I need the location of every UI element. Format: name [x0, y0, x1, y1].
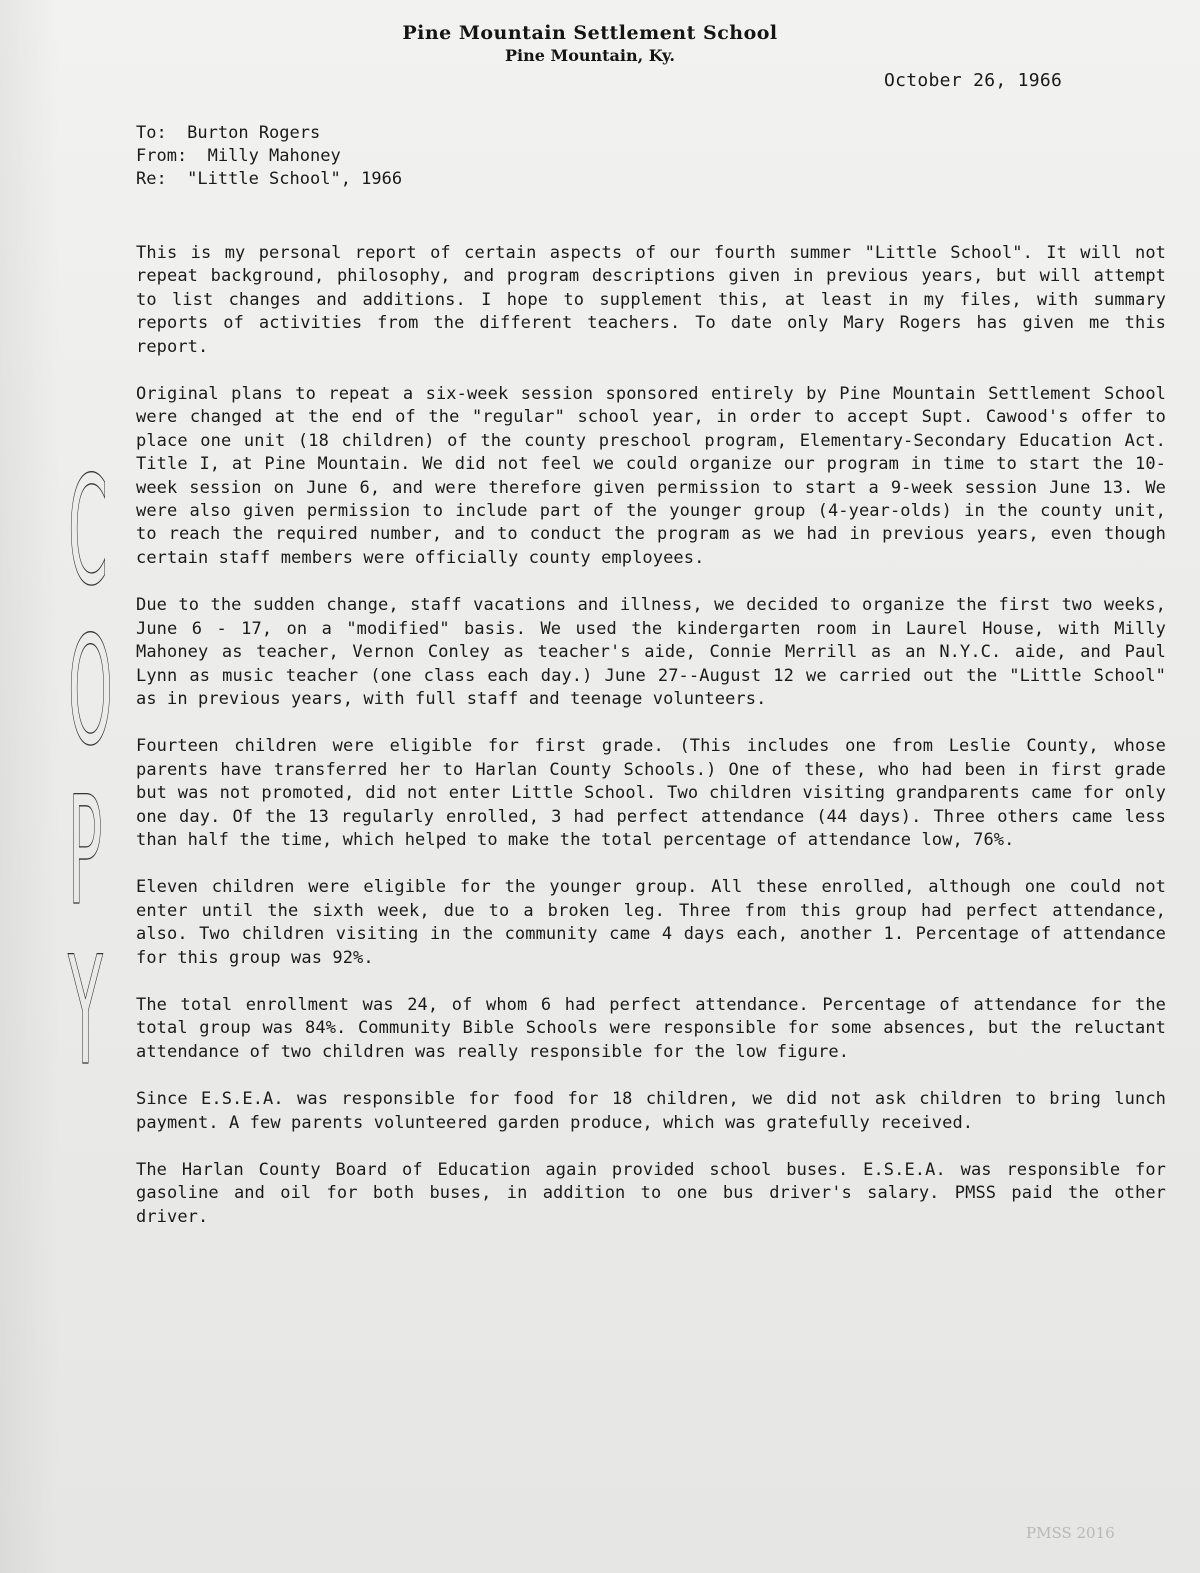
paragraph-first-grade: Fourteen children were eligible for first grade. (This includes one from Leslie County, whose parents have transferred her to Harlan County Schools.) One of these, who had been in first grade but was not promoted, did not enter Little School. Two children visiting grandparents came for only one day. Of the 13 regularly enrolled, 3 had perfect attendance (44 days). Three others came less than half the time, which helped to make the total percentage of attendance low, 76%. — [136, 736, 1166, 850]
paragraph-buses: The Harlan County Board of Education again provided school buses. E.S.E.A. was responsible for gasoline and oil for both buses, in addition to one bus driver's salary. PMSS paid the other driver. — [136, 1160, 1166, 1227]
memo-header — [136, 122, 402, 191]
letterhead-location: Pine Mountain, Ky. — [505, 46, 675, 65]
letterhead-organization: Pine Mountain Settlement School — [402, 22, 778, 44]
paragraph-original-plans: Original plans to repeat a six-week session sponsored entirely by Pine Mountain Settlement School were changed at the end of the "regular" school year, in order to accept Supt. Cawood's offer to place one unit (18 children) of the county preschool program, Elementary-Secondary Education Act. Title I, at Pine Mountain. We did not feel we could organize our program in time to start the 10-week session on June 6, and were therefore given permission to start a 9-week session June 13. We were also given permission to include part of the younger group (4-year-olds) in the county unit, to reach the required number, and to conduct the program as we had in previous years, even though certain staff members were officially county employees. — [136, 384, 1166, 568]
paragraph-total-enrollment: The total enrollment was 24, of whom 6 had perfect attendance. Percentage of attendance for the total group was 84%. Community Bible Schools were responsible for some absences, but the reluctant attendance of two children was really responsible for the low figure. — [136, 994, 1166, 1062]
copy-stamp-letter: Y — [68, 925, 103, 1099]
copy-stamp — [68, 445, 130, 1099]
letter-date: October 26, 1966 — [884, 70, 1063, 91]
paragraph-intro: This is my personal report of certain aspects of our fourth summer "Little School". It will not repeat background, philosophy, and program descriptions given in previous years, but will attempt to list changes and additions. I hope to supplement this, at least in my files, with summary reports of activities from the different teachers. To date only Mary Rogers has given me this report. — [136, 243, 1166, 357]
copy-stamp-letter: P — [68, 765, 103, 939]
memo-to: To: Burton Rogers — [136, 123, 321, 143]
memo-re: Re: "Little School", 1966 — [136, 169, 403, 189]
page-shadow — [0, 0, 60, 1573]
memo-from: From: Milly Mahoney — [136, 146, 341, 166]
paragraph-food: Since E.S.E.A. was responsible for food for 18 children, we did not ask children to bring lunch payment. A few parents volunteered garden produce, which was gratefully received. — [136, 1089, 1166, 1133]
paragraph-staffing: Due to the sudden change, staff vacations and illness, we decided to organize the first two weeks, June 6 - 17, on a "modified" basis. We used the kindergarten room in Laurel House, with Milly Mahoney as teacher, Vernon Conley as teacher's aide, Connie Merrill as an N.Y.C. aide, and Paul Lynn as music teacher (one class each day.) June 27--August 12 we carried out the "Little School" as in previous years, with full staff and teenage volunteers. — [136, 595, 1166, 709]
letter-body — [136, 242, 1166, 1253]
paragraph-younger-group: Eleven children were eligible for the younger group. All these enrolled, although one could not enter until the sixth week, due to a broken leg. Three from this group had perfect attendance, also. Two children visiting in the community came 4 days each, another 1. Percentage of attendance for this group was 92%. — [136, 877, 1166, 968]
copy-stamp-letter: O — [68, 605, 113, 779]
copy-stamp-letter: C — [68, 445, 108, 619]
archive-watermark: PMSS 2016 — [1026, 1524, 1115, 1542]
letterhead — [0, 22, 1180, 65]
